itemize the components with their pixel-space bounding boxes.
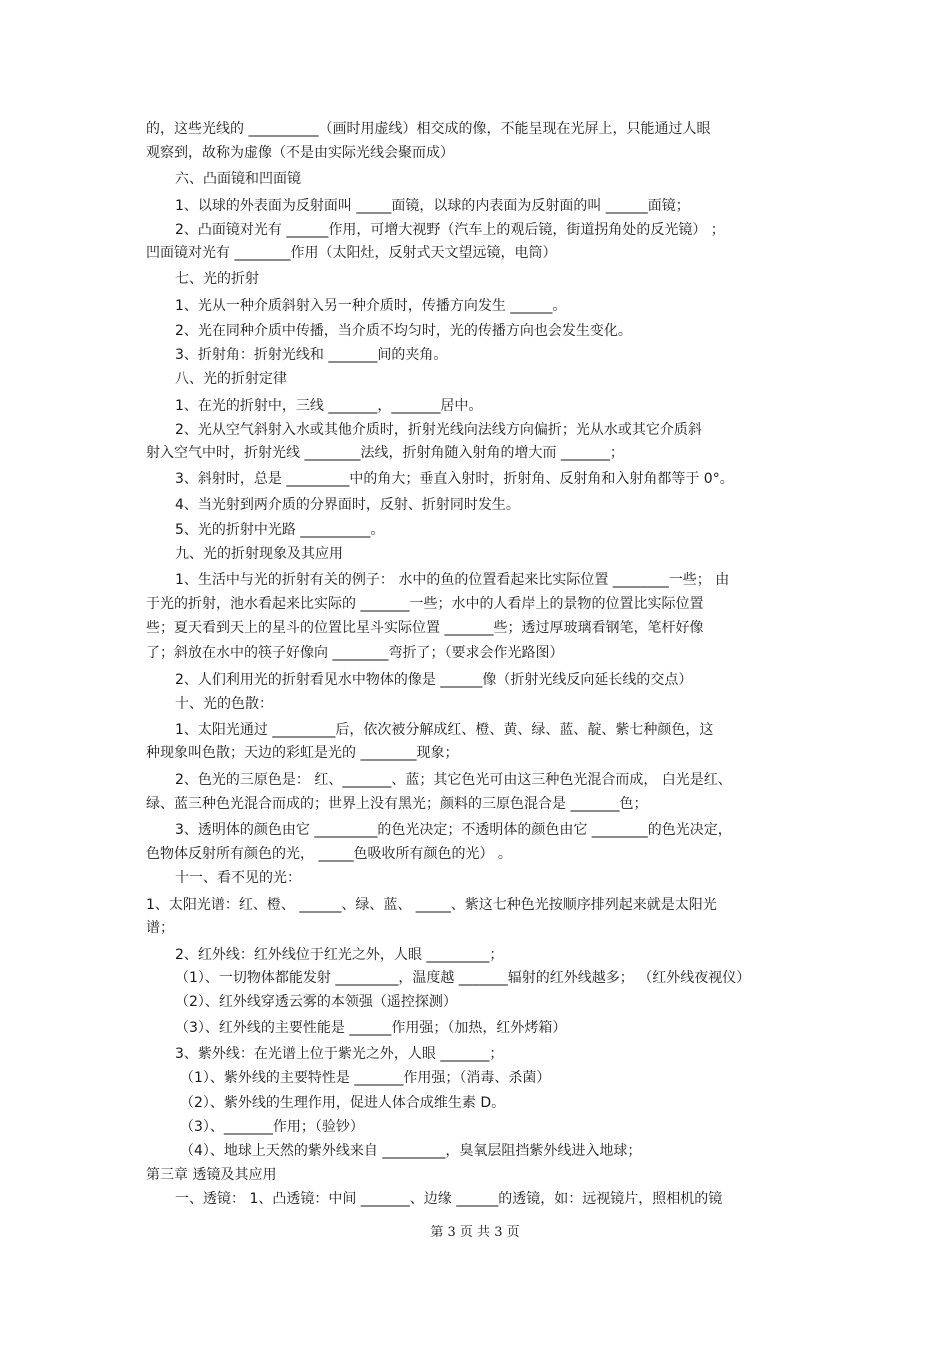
text-line: （2）、紫外线的生理作用，促进人体合成维生素 D。: [180, 1095, 506, 1111]
text-line: 观察到，故称为虚像（不是由实际光线会聚而成）: [146, 145, 454, 161]
text-line: 4、当光射到两介质的分界面时，反射、折射同时发生。: [175, 497, 520, 513]
text-line: 2、人们利用光的折射看见水中物体的像是 ______像（折射光线反向延长线的交点）: [175, 672, 693, 688]
text-line: （1）、紫外线的主要特性是 _______作用强；（消毒、杀菌）: [180, 1070, 551, 1086]
text-line: 2、光从空气斜射入水或其他介质时，折射光线向法线方向偏折；光从水或其它介质斜: [175, 422, 702, 438]
text-line: （3）、_______作用；（验钞）: [180, 1119, 364, 1135]
text-line: 1、生活中与光的折射有关的例子： 水中的鱼的位置看起来比实际位置 ________一些； 由: [175, 572, 730, 588]
section-heading: 七、光的折射: [175, 271, 259, 287]
text-line: 谱；: [146, 920, 174, 936]
text-line: 2、凸面镜对光有 ______作用，可增大视野（汽车上的观后镜，街道拐角处的反光镜） ；: [175, 222, 725, 238]
text-line: 种现象叫色散；天边的彩虹是光的 ________现象；: [146, 745, 459, 761]
section-heading: 十一、看不见的光：: [175, 870, 301, 886]
text-line: 2、红外线：红外线位于红光之外，人眼 _________；: [175, 947, 504, 963]
text-line: 射入空气中时，折射光线 ________法线，折射角随入射角的增大而 _______；: [146, 445, 624, 461]
text-line: 绿、蓝三种色光混合而成的；世界上没有黑光；颜料的三原色混合是 _______色；: [146, 796, 648, 812]
text-line: 3、斜射时，总是 _________中的角大；垂直入射时，折射角、反射角和入射角都等于 0°。: [175, 471, 734, 487]
text-line: 5、光的折射中光路 __________。: [175, 522, 385, 538]
text-line: 于光的折射，池水看起来比实际的 _______一些；水中的人看岸上的景物的位置比实际位置: [146, 596, 704, 612]
text-line: 3、折射角：折射光线和 _______间的夹角。: [175, 347, 448, 363]
chapter-heading: 第三章 透镜及其应用: [146, 1167, 277, 1183]
text-line: 1、太阳光通过 _________后，依次被分解成红、橙、黄、绿、蓝、靛、紫七种颜色，这: [175, 722, 714, 738]
text-line: 的，这些光线的 __________（画时用虚线）相交成的像，不能呈现在光屏上，只能通过人眼: [146, 121, 711, 137]
text-line: 2、色光的三原色是： 红、_______、蓝；其它色光可由这三种色光混合而成， 白光是红、: [175, 772, 732, 788]
section-heading: 八、光的折射定律: [175, 371, 287, 387]
text-line: （3）、红外线的主要性能是 ______作用强；（加热，红外烤箱）: [175, 1020, 567, 1036]
section-heading: 十、光的色散：: [175, 696, 273, 712]
text-line: 2、光在同种介质中传播，当介质不均匀时，光的传播方向也会发生变化。: [175, 323, 632, 339]
text-line: 1、在光的折射中，三线 _______，_______居中。: [175, 398, 483, 414]
text-line: 3、紫外线：在光谱上位于紫光之外，人眼 _______；: [175, 1046, 504, 1062]
section-heading: 六、凸面镜和凹面镜: [175, 171, 301, 187]
text-line: 了；斜放在水中的筷子好像向 ________弯折了；（要求会作光路图）: [146, 645, 564, 661]
text-line: （2）、红外线穿透云雾的本领强（遥控探测）: [175, 994, 457, 1010]
section-heading: 九、光的折射现象及其应用: [175, 546, 343, 562]
text-line: 1、以球的外表面为反射面叫 _____面镜，以球的内表面为反射面的叫 ______面镜；: [175, 198, 690, 214]
text-line: 1、太阳光谱：红、橙、 ______、绿、蓝、 _____、紫这七种色光按顺序排列起来就是太阳光: [146, 897, 717, 913]
text-line: 凹面镜对光有 ________作用（太阳灶，反射式天文望远镜，电筒）: [146, 245, 557, 261]
text-line: （4）、地球上天然的紫外线来自 _________，臭氧层阻挡紫外线进入地球；: [180, 1143, 642, 1159]
text-line: 3、透明体的颜色由它 _________的色光决定；不透明体的颜色由它 ________的色光决定，: [175, 822, 732, 838]
text-line: 1、光从一种介质斜射入另一种介质时，传播方向发生 ______。: [175, 298, 567, 314]
text-line: 一、透镜： 1、凸透镜：中间 _______、边缘 ______的透镜，如：远视镜片，照相机的镜: [175, 1191, 723, 1207]
text-line: （1）、一切物体都能发射 _________，温度越 _______辐射的红外线越多； （红外线夜视仪）: [175, 970, 751, 986]
text-line: 色物体反射所有颜色的光， _____色吸收所有颜色的光） 。: [146, 846, 512, 862]
text-line: 些；夏天看到天上的星斗的位置比星斗实际位置 _______些；透过厚玻璃看钢笔，笔杆好像: [146, 620, 704, 636]
page-number-footer: 第 3 页 共 3 页: [430, 1225, 520, 1240]
